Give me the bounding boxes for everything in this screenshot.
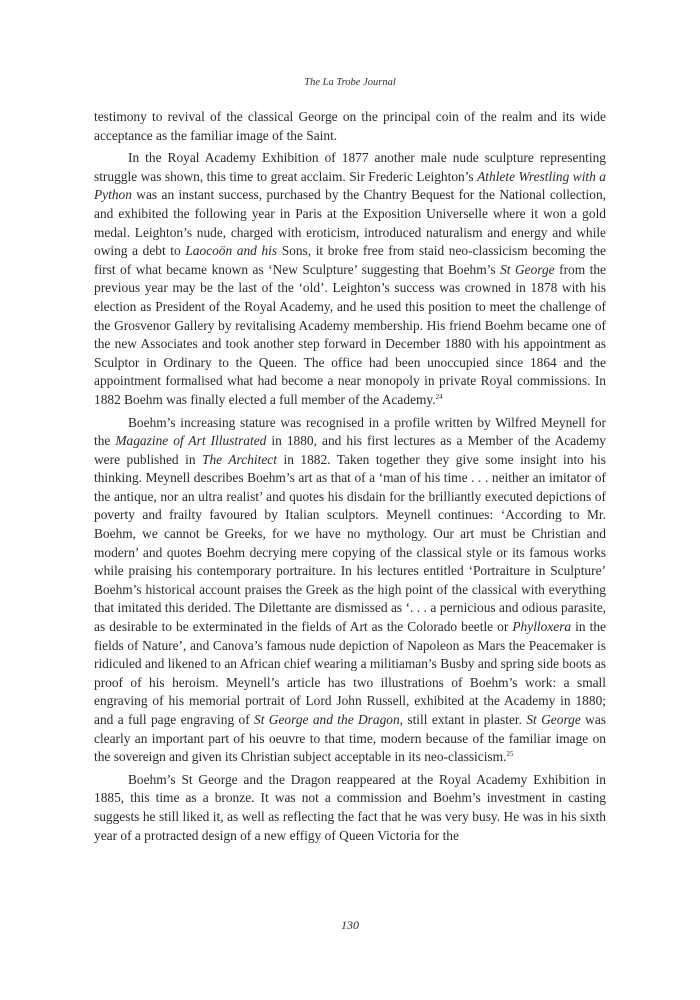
text-run: in the fields of Nature’, and Canova’s famous nude depiction of Napoleon as Mars the Peacemaker is ridiculed and likened to an African chief wearing a militiaman’s Busby and spring side boots as proof of his heroism. Meynell’s article has two illustrations of Boehm’s work: a small engraving of his memorial portrait of Lord John Russell, exhibited at the Academy in 1880; and a full page engraving of <box>94 619 606 727</box>
running-head: The La Trobe Journal <box>304 77 396 88</box>
footnote-ref: 25 <box>506 750 514 759</box>
text-run: in 1880, and his first lectures as a Member of the Academy were published in <box>94 433 606 467</box>
paragraph <box>94 108 606 145</box>
page-number: 130 <box>341 918 359 932</box>
italic-title: St George <box>526 712 581 727</box>
italic-title: The Architect <box>202 451 277 467</box>
body-text <box>94 108 606 849</box>
footnote-ref: 24 <box>435 392 443 401</box>
text-run: Boehm’s increasing stature was recognised in a profile written by Wilfred Meynell for the <box>94 414 606 449</box>
italic-title: Phylloxera <box>512 619 572 635</box>
text-run: in 1882. Taken together they give some insight into his thinking. Meynell describes Boehm’s art as that of a ‘man of his time . . . neither an imitator of the antique, nor an ultra realist’ and quotes his disdain for the brilliantly executed depictions of poverty and frailty favoured by Italian sculptors. Meynell continues: ‘According to Mr. Boehm, we cannot be Greeks, for we have no mythology. Our art must be Christian and modern’ and quotes Boehm decrying mere copying of the classical style or its famous works while praising his contemporary portraiture. In his lectures entitled ‘Portraiture in Sculpture’ Boehm’s historical account praises the Greek as the high point of the classical with everything that imitated this derided. The Dilettante are dismissed as ‘. . . a pernicious and odious parasite, as desirable to be exterminated in the fields of Art as the Colorado beetle or <box>94 451 607 635</box>
text-run: In the Royal Academy Exhibition of 1877 another male nude sculpture representing struggle was shown, this time to great acclaim. Sir Frederic Leighton’s <box>94 150 606 184</box>
italic-title: St George <box>500 261 555 277</box>
text-run: Sons, it broke free from staid neo-classicism becoming the first of what became known as ‘New Sculpture’ suggesting that Boehm’s <box>94 243 607 277</box>
paragraph <box>94 771 606 845</box>
text-run: testimony to revival of the classical George on the principal coin of the realm and its wide acceptance as the familiar image of the Saint. <box>94 109 606 143</box>
italic-title: Magazine of Art Illustrated <box>115 433 267 449</box>
paragraph <box>94 149 606 409</box>
text-run: was an instant success, purchased by the Chantry Bequest for the National collection, and exhibited the following year in Paris at the Exposition Universelle where it won a gold medal. Leighton’s nude, charged with eroticism, introduced naturalism and energy and while owing a debt to <box>94 187 606 259</box>
italic-title: Laocoön and his <box>185 243 278 259</box>
italic-title: Athlete Wrestling with a Python <box>94 168 606 203</box>
text-run: was clearly an important part of his oeuvre to that time, modern because of the familiar image on the sovereign and given its Christian subject acceptable in its neo-classicism. <box>94 712 606 765</box>
text-run: Boehm’s St George and the Dragon reappeared at the Royal Academy Exhibition in 1885, this time as a bronze. It was not a commission and Boehm’s investment in casting suggests he still liked it, as well as reflecting the fact that he was very busy. He was in his sixth year of a protracted design of a new effigy of Queen Victoria for the <box>94 771 606 843</box>
text-run: , still extant in plaster. <box>399 712 527 727</box>
italic-title: St George and the Dragon <box>254 712 400 727</box>
paragraph <box>94 414 606 767</box>
text-run: from the previous year may be the last of the ‘old’. Leighton’s success was crowned in 1878 with his election as President of the Royal Academy, and he used this position to meet the challenge of the Grosvenor Gallery by revitalising Academy membership. His friend Boehm became one of the new Associates and took another step forward in December 1880 with his appointment as Sculptor in Ordinary to the Queen. The office had been unoccupied since 1864 and the appointment formalised what had become a near monopoly in private Royal commissions. In 1882 Boehm was finally elected a full member of the Academy. <box>94 261 606 407</box>
